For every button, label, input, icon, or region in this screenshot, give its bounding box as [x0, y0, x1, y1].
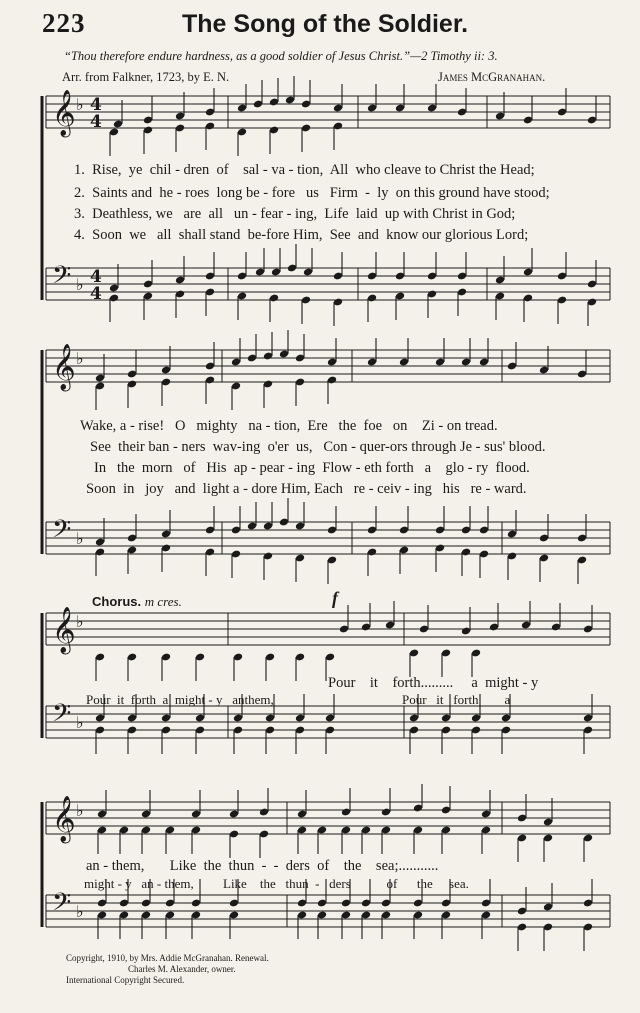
note-head: [333, 272, 343, 281]
note-head: [97, 899, 107, 908]
note-head: [97, 826, 107, 835]
note-head: [413, 826, 423, 835]
note-head: [471, 726, 481, 735]
note-head: [327, 376, 337, 385]
note-head: [543, 923, 553, 932]
note-head: [327, 526, 337, 535]
chorus-heading: [92, 594, 182, 610]
note-head: [247, 354, 257, 363]
treble-clef-icon: 𝄞: [52, 344, 76, 390]
note-head: [385, 621, 395, 630]
note-head: [427, 272, 437, 281]
note-head: [523, 116, 533, 125]
note-head: [481, 899, 491, 908]
time-signature: 4: [90, 112, 102, 132]
treble-staff: [46, 350, 610, 382]
note-head: [495, 276, 505, 285]
note-head: [441, 911, 451, 920]
bass-staff: [46, 268, 610, 300]
note-head: [259, 830, 269, 839]
note-head: [95, 382, 105, 391]
chorus-dynamic: m cres.: [144, 594, 182, 609]
treble-clef-icon: 𝄞: [52, 90, 76, 136]
note-head: [237, 292, 247, 301]
flat-sign-icon: ♭: [76, 902, 84, 921]
note-head: [205, 288, 215, 297]
note-head: [583, 923, 593, 932]
note-head: [95, 714, 105, 723]
note-head: [271, 268, 281, 277]
note-head: [295, 522, 305, 531]
note-head: [471, 714, 481, 723]
treble-clef-icon: 𝄞: [52, 607, 76, 653]
note-head: [325, 726, 335, 735]
note-head: [577, 370, 587, 379]
note-head: [195, 653, 205, 662]
note-head: [461, 526, 471, 535]
note-head: [127, 380, 137, 389]
note-head: [367, 548, 377, 557]
note-head: [361, 826, 371, 835]
note-head: [161, 726, 171, 735]
note-head: [161, 530, 171, 539]
note-head: [577, 534, 587, 543]
note-head: [295, 554, 305, 563]
note-head: [481, 911, 491, 920]
note-head: [295, 714, 305, 723]
note-head: [265, 653, 275, 662]
note-head: [341, 826, 351, 835]
note-head: [301, 296, 311, 305]
note-head: [247, 522, 257, 531]
note-head: [233, 653, 243, 662]
note-head: [269, 294, 279, 303]
note-head: [427, 104, 437, 113]
time-signature: 4: [90, 267, 102, 287]
note-head: [381, 808, 391, 817]
note-head: [237, 128, 247, 137]
note-head: [255, 268, 265, 277]
note-head: [479, 358, 489, 367]
note-head: [191, 911, 201, 920]
note-head: [95, 374, 105, 383]
note-head: [523, 268, 533, 277]
note-head: [457, 272, 467, 281]
chorus-soprano-lyric-1: Pour it forth......... a might - y: [328, 675, 539, 691]
flat-sign-icon: ♭: [76, 713, 84, 732]
note-head: [339, 625, 349, 634]
note-head: [263, 380, 273, 389]
note-head: [109, 128, 119, 137]
note-head: [161, 378, 171, 387]
note-head: [543, 834, 553, 843]
note-head: [479, 526, 489, 535]
treble-staff: [46, 802, 610, 834]
note-head: [175, 112, 185, 121]
note-head: [229, 810, 239, 819]
note-head: [539, 366, 549, 375]
note-head: [577, 556, 587, 565]
note-head: [237, 272, 247, 281]
note-head: [557, 296, 567, 305]
note-head: [143, 116, 153, 125]
note-head: [333, 122, 343, 131]
note-head: [325, 714, 335, 723]
bass-staff: [46, 522, 610, 554]
note-head: [263, 522, 273, 531]
note-head: [127, 370, 137, 379]
note-head: [587, 280, 597, 289]
note-head: [205, 362, 215, 371]
note-head: [317, 911, 327, 920]
note-head: [395, 104, 405, 113]
note-head: [229, 830, 239, 839]
verse-3-line-b: In the morn of His ap - pear - ing Flow - eth forth a glo - ry flood.: [94, 460, 530, 476]
arrangement-credit: Arr. from Falkner, 1723, by E. N.: [62, 70, 230, 84]
flat-sign-icon: ♭: [76, 529, 84, 548]
scripture-epigraph: “Thou therefore endure hardness, as a good soldier of Jesus Christ.”—2 Timothy ii: 3.: [64, 49, 498, 63]
note-head: [441, 649, 451, 658]
note-head: [143, 126, 153, 135]
note-head: [233, 714, 243, 723]
note-head: [297, 899, 307, 908]
note-head: [119, 911, 129, 920]
note-head: [441, 714, 451, 723]
note-head: [229, 911, 239, 920]
note-head: [195, 726, 205, 735]
note-head: [141, 826, 151, 835]
bass-clef-icon: 𝄢: [52, 699, 72, 734]
note-head: [507, 552, 517, 561]
bass-staff: [46, 706, 610, 738]
note-head: [95, 726, 105, 735]
copyright-line-3: International Copyright Secured.: [66, 975, 185, 985]
verse-2-line-b: See their ban - ners wav-ing o'er us, Con - quer-ors through Je - sus' blood.: [90, 439, 546, 455]
note-head: [461, 548, 471, 557]
note-head: [191, 810, 201, 819]
note-head: [399, 546, 409, 555]
bass-staff: [46, 895, 610, 927]
chorus-label: Chorus.: [92, 594, 142, 609]
note-head: [175, 290, 185, 299]
note-head: [521, 621, 531, 630]
note-head: [301, 124, 311, 133]
note-head: [457, 288, 467, 297]
chorus-soprano-lyric-2: an - them, Like the thun - - ders of the sea;...........: [86, 858, 439, 874]
note-head: [161, 366, 171, 375]
note-head: [95, 548, 105, 557]
note-head: [95, 653, 105, 662]
note-head: [231, 526, 241, 535]
note-head: [413, 899, 423, 908]
note-head: [325, 653, 335, 662]
note-head: [489, 623, 499, 632]
note-head: [523, 294, 533, 303]
note-head: [127, 714, 137, 723]
note-head: [367, 104, 377, 113]
note-head: [495, 112, 505, 121]
note-head: [341, 911, 351, 920]
note-head: [231, 550, 241, 559]
note-head: [481, 826, 491, 835]
note-head: [297, 810, 307, 819]
note-head: [409, 726, 419, 735]
note-head: [165, 826, 175, 835]
note-head: [127, 726, 137, 735]
note-head: [109, 294, 119, 303]
note-head: [143, 292, 153, 301]
note-head: [435, 526, 445, 535]
note-head: [161, 714, 171, 723]
note-head: [317, 826, 327, 835]
note-head: [237, 104, 247, 113]
note-head: [127, 534, 137, 543]
note-head: [161, 544, 171, 553]
note-head: [395, 292, 405, 301]
note-head: [127, 546, 137, 555]
note-head: [119, 899, 129, 908]
note-head: [191, 899, 201, 908]
note-head: [399, 358, 409, 367]
note-head: [551, 623, 561, 632]
note-head: [127, 653, 137, 662]
verse-3-line-a: 3. Deathless, we are all un - fear - ing, Life laid up with Christ in God;: [74, 206, 516, 222]
note-head: [517, 814, 527, 823]
note-head: [471, 649, 481, 658]
note-head: [333, 298, 343, 307]
forte-mark: f: [332, 588, 338, 608]
note-head: [259, 808, 269, 817]
note-head: [583, 726, 593, 735]
chorus-bass-lyric-1: Pour it forth a might - y anthem,: [86, 692, 274, 707]
note-head: [419, 625, 429, 634]
note-head: [297, 911, 307, 920]
note-head: [233, 726, 243, 735]
note-head: [543, 903, 553, 912]
note-head: [461, 358, 471, 367]
note-head: [175, 276, 185, 285]
note-head: [205, 122, 215, 131]
note-head: [253, 100, 263, 109]
note-head: [231, 382, 241, 391]
note-head: [381, 899, 391, 908]
note-head: [295, 726, 305, 735]
chorus-bass-lyric-2: might - y an - them, Like the thun - ders of the sea.: [84, 876, 469, 891]
note-head: [361, 911, 371, 920]
note-head: [543, 818, 553, 827]
note-head: [263, 552, 273, 561]
note-head: [501, 714, 511, 723]
note-head: [295, 378, 305, 387]
note-head: [413, 804, 423, 813]
note-head: [479, 550, 489, 559]
note-head: [205, 548, 215, 557]
note-head: [295, 653, 305, 662]
hymn-title: The Song of the Soldier.: [182, 10, 469, 38]
note-head: [441, 806, 451, 815]
treble-clef-icon: 𝄞: [52, 796, 76, 842]
note-head: [583, 899, 593, 908]
note-head: [109, 284, 119, 293]
note-head: [205, 108, 215, 117]
note-head: [269, 126, 279, 135]
note-head: [367, 526, 377, 535]
note-head: [327, 556, 337, 565]
note-head: [141, 810, 151, 819]
note-head: [517, 907, 527, 916]
note-head: [265, 714, 275, 723]
note-head: [367, 358, 377, 367]
note-head: [399, 526, 409, 535]
note-head: [279, 350, 289, 359]
note-head: [231, 358, 241, 367]
time-signature: 4: [90, 284, 102, 304]
note-head: [367, 272, 377, 281]
note-head: [165, 911, 175, 920]
note-head: [517, 923, 527, 932]
verse-1-line-b: Wake, a - rise! O mighty na - tion, Ere the foe on Zi - on tread.: [80, 418, 498, 434]
note-head: [285, 96, 295, 105]
note-head: [409, 714, 419, 723]
flat-sign-icon: ♭: [76, 349, 84, 368]
note-head: [341, 899, 351, 908]
note-head: [583, 714, 593, 723]
copyright-line-2: Charles M. Alexander, owner.: [128, 964, 236, 974]
bass-clef-icon: 𝄢: [52, 515, 72, 550]
note-head: [413, 911, 423, 920]
note-head: [229, 899, 239, 908]
hymn-number: 223: [42, 8, 86, 38]
flat-sign-icon: ♭: [76, 275, 84, 294]
chorus-bass-lyric-1b: Pour it forth a: [402, 692, 511, 707]
composer-credit: James McGranahan.: [438, 70, 546, 84]
note-head: [539, 534, 549, 543]
note-head: [269, 98, 279, 107]
note-head: [557, 108, 567, 117]
note-head: [495, 292, 505, 301]
copyright-line-1: Copyright, 1910, by Mrs. Addie McGranahan. Renewal.: [66, 953, 269, 963]
note-head: [587, 298, 597, 307]
note-head: [205, 526, 215, 535]
note-head: [409, 649, 419, 658]
note-head: [333, 104, 343, 113]
note-head: [263, 352, 273, 361]
note-head: [341, 808, 351, 817]
note-head: [95, 538, 105, 547]
note-head: [297, 826, 307, 835]
note-head: [381, 826, 391, 835]
note-head: [435, 544, 445, 553]
copyright-notice: [66, 953, 269, 986]
note-head: [195, 714, 205, 723]
note-head: [381, 911, 391, 920]
note-head: [539, 554, 549, 563]
bass-clef-icon: 𝄢: [52, 261, 72, 296]
note-head: [395, 272, 405, 281]
note-head: [587, 116, 597, 125]
flat-sign-icon: ♭: [76, 612, 84, 631]
note-head: [205, 272, 215, 281]
verse-2-line-a: 2. Saints and he - roes long be - fore us Firm - ly on this ground have stood;: [74, 185, 550, 201]
note-head: [161, 653, 171, 662]
note-head: [327, 358, 337, 367]
note-head: [265, 726, 275, 735]
verse-4-line-a: 4. Soon we all shall stand be-fore Him, See and know our glorious Lord;: [74, 227, 529, 243]
treble-staff: [46, 613, 610, 645]
flat-sign-icon: ♭: [76, 95, 84, 114]
note-head: [279, 518, 289, 527]
treble-staff: [46, 96, 610, 128]
note-head: [441, 826, 451, 835]
note-head: [165, 899, 175, 908]
verse-1-line-a: 1. Rise, ye chil - dren of sal - va - tion, All who cleave to Christ the Head;: [74, 162, 535, 178]
note-head: [435, 358, 445, 367]
note-head: [361, 899, 371, 908]
note-head: [361, 623, 371, 632]
verse-4-line-b: Soon in joy and light a - dore Him, Each re - ceiv - ing his re - ward.: [86, 481, 527, 497]
time-signature: 4: [90, 95, 102, 115]
note-head: [205, 376, 215, 385]
note-head: [507, 530, 517, 539]
note-head: [119, 826, 129, 835]
note-head: [143, 280, 153, 289]
note-head: [427, 290, 437, 299]
flat-sign-icon: ♭: [76, 801, 84, 820]
note-head: [583, 834, 593, 843]
note-head: [301, 100, 311, 109]
bass-clef-icon: 𝄢: [52, 888, 72, 923]
note-head: [501, 726, 511, 735]
note-head: [175, 124, 185, 133]
note-head: [97, 911, 107, 920]
note-head: [517, 834, 527, 843]
note-head: [507, 362, 517, 371]
note-head: [457, 108, 467, 117]
note-head: [191, 826, 201, 835]
note-head: [317, 899, 327, 908]
note-head: [557, 272, 567, 281]
note-head: [97, 810, 107, 819]
note-head: [113, 120, 123, 129]
note-head: [367, 294, 377, 303]
note-head: [303, 268, 313, 277]
note-head: [481, 810, 491, 819]
note-head: [141, 911, 151, 920]
note-head: [583, 625, 593, 634]
note-head: [461, 627, 471, 636]
note-head: [441, 726, 451, 735]
note-head: [295, 354, 305, 363]
note-head: [441, 899, 451, 908]
note-head: [287, 264, 297, 273]
note-head: [141, 899, 151, 908]
